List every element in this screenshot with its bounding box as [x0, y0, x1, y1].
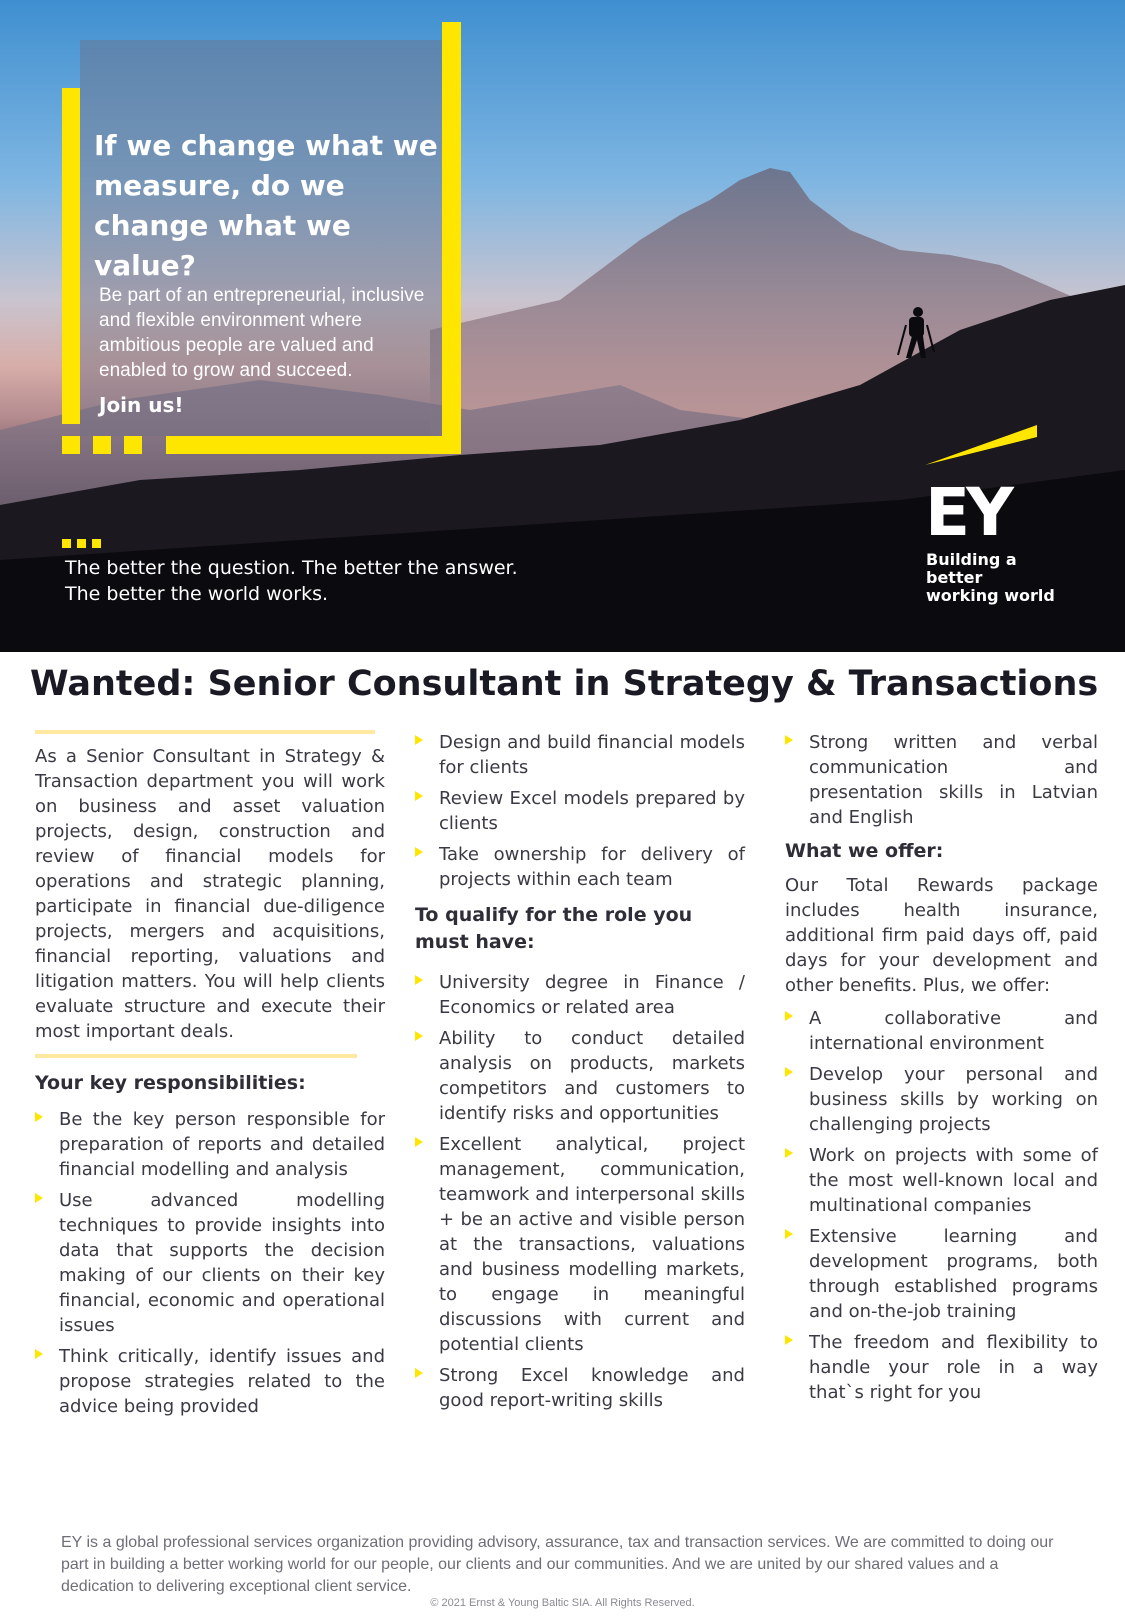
tagline — [65, 555, 585, 607]
bullet-arrow-icon — [785, 1011, 793, 1021]
bullet-arrow-icon — [415, 1137, 423, 1147]
bullet-arrow-icon — [35, 1112, 43, 1122]
bullet-arrow-icon — [35, 1193, 43, 1203]
yellow-square — [62, 436, 80, 454]
bullet-arrow-icon — [415, 1031, 423, 1041]
ey-logo-tagline-line: working world — [926, 586, 1055, 605]
divider — [35, 1054, 357, 1058]
list-item-text: University degree in Finance / Economics or related area — [439, 972, 745, 1018]
list-item — [35, 1344, 385, 1419]
list-item-text: Excellent analytical, project management, communication, teamwork and interpersonal skills + be an active and visible person at the transactions, valuations and business modelling markets, to engage in meaningful discussions with current and potential clients — [439, 1134, 745, 1355]
list-item-text: Take ownership for delivery of projects within each team — [439, 844, 745, 890]
bullet-arrow-icon — [415, 1368, 423, 1378]
list-item — [415, 1363, 745, 1413]
intro-paragraph: As a Senior Consultant in Strategy & Transaction department you will work on business and asset valuation projects, design, construction and review of financial models for operations and strategic planning, participate in financial due-diligence projects, mergers and acquisitions, financial reporting, valuations and litigation matters. You will help clients evaluate structure and execute their most important deals. — [35, 746, 385, 1042]
page-title: Wanted: Senior Consultant in Strategy & Transactions — [30, 664, 1099, 704]
list-item — [785, 730, 1098, 830]
tagline-line: The better the question. The better the answer. — [65, 557, 518, 579]
yellow-square — [124, 436, 142, 454]
list-item-text: Work on projects with some of the most well-known local and multinational companies — [809, 1145, 1098, 1216]
bullet-arrow-icon — [785, 1067, 793, 1077]
list-item-text: Be the key person responsible for preparation of reports and detailed financial modelling and analysis — [59, 1109, 385, 1180]
join-us-text: Join us! — [99, 393, 184, 417]
list-item-text: Develop your personal and business skills by working on challenging projects — [809, 1064, 1098, 1135]
tagline-dots — [62, 533, 107, 552]
list-item — [415, 786, 745, 836]
list-item — [785, 1224, 1098, 1324]
yellow-frame-left — [62, 88, 80, 424]
list-item-text: Extensive learning and development programs, both through established programs and on-the-job training — [809, 1226, 1098, 1322]
ey-logo-tagline-line: Building a better — [926, 550, 1017, 587]
bullet-arrow-icon — [785, 1148, 793, 1158]
responsibilities-heading: Your key responsibilities: — [35, 1072, 306, 1094]
bullet-arrow-icon — [415, 975, 423, 985]
ey-logo-tagline — [926, 551, 1076, 605]
qualify-list-continued — [785, 730, 1098, 830]
responsibilities-list-continued — [415, 730, 745, 892]
offer-intro: Our Total Rewards package includes health insurance, additional firm paid days off, paid days for your development and other benefits. Plus, we offer: — [785, 875, 1098, 996]
column-2 — [415, 730, 745, 1419]
list-item — [785, 1062, 1098, 1137]
bullet-arrow-icon — [35, 1349, 43, 1359]
list-item-text: Design and build financial models for clients — [439, 732, 745, 778]
footer-text: EY is a global professional services organization providing advisory, assurance, tax and transaction services. We are committed to doing our part in building a better working world for our people, our clients and our communities. And we are united by our shared values and a dedication to delivering exceptional client service. — [61, 1534, 1054, 1595]
hero-banner — [0, 0, 1125, 652]
ey-logo — [925, 425, 1055, 605]
list-item — [415, 1026, 745, 1126]
list-item-text: Strong Excel knowledge and good report-writing skills — [439, 1365, 745, 1411]
ey-beam-icon — [925, 425, 1037, 465]
list-item-text: Think critically, identify issues and propose strategies related to the advice being provided — [59, 1346, 385, 1417]
list-item — [415, 970, 745, 1020]
hero-headline: If we change what we measure, do we change what we value? — [94, 129, 438, 282]
list-item — [415, 730, 745, 780]
column-1 — [35, 730, 385, 1425]
copyright: © 2021 Ernst & Young Baltic SIA. All Rights Reserved. — [430, 1597, 695, 1609]
yellow-square — [93, 436, 111, 454]
list-item — [35, 1107, 385, 1182]
list-item — [415, 842, 745, 892]
yellow-frame-right — [442, 22, 461, 454]
qualify-list — [415, 970, 745, 1413]
bullet-arrow-icon — [415, 847, 423, 857]
offer-list — [785, 1006, 1098, 1405]
list-item-text: The freedom and flexibility to handle your role in a way that`s right for you — [809, 1332, 1098, 1403]
bullet-arrow-icon — [415, 791, 423, 801]
divider — [35, 730, 375, 734]
list-item-text: Review Excel models prepared by clients — [439, 788, 745, 834]
bullet-arrow-icon — [415, 735, 423, 745]
qualify-heading: To qualify for the role you must have: — [415, 904, 693, 953]
list-item — [785, 1330, 1098, 1405]
list-item — [785, 1143, 1098, 1218]
bullet-arrow-icon — [785, 1229, 793, 1239]
hero-subtext: Be part of an entrepreneurial, inclusive and flexible environment where ambitious people are valued and enabled to grow and succeed. — [99, 285, 425, 381]
bullet-arrow-icon — [785, 1335, 793, 1345]
list-item — [785, 1006, 1098, 1056]
column-3 — [785, 730, 1098, 1411]
tagline-line: The better the world works. — [65, 583, 329, 605]
list-item — [35, 1188, 385, 1338]
responsibilities-list — [35, 1107, 385, 1419]
list-item — [415, 1132, 745, 1357]
list-item-text: Strong written and verbal communication and presentation skills in Latvian and English — [809, 732, 1098, 828]
offer-heading: What we offer: — [785, 840, 944, 862]
bullet-arrow-icon — [785, 735, 793, 745]
ey-logo-letters: EY — [925, 474, 1010, 551]
list-item-text: Use advanced modelling techniques to provide insights into data that supports the decision making of our clients on their key financial, economic and operational issues — [59, 1190, 385, 1336]
yellow-frame-bottom — [166, 436, 461, 454]
list-item-text: A collaborative and international environment — [809, 1008, 1098, 1054]
list-item-text: Ability to conduct detailed analysis on products, markets competitors and customers to identify risks and opportunities — [439, 1028, 745, 1124]
